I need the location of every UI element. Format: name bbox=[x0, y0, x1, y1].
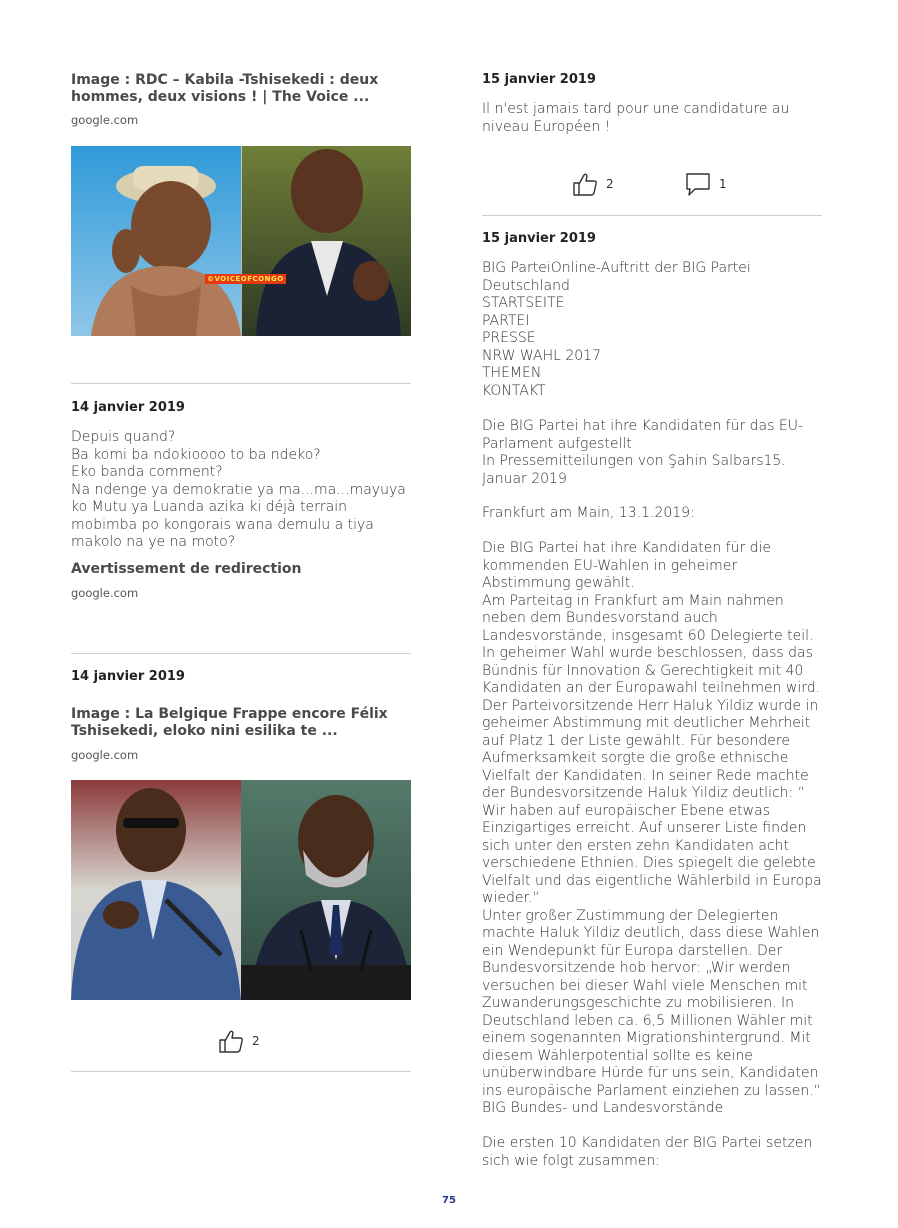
post-date: 15 janvier 2019 bbox=[482, 231, 596, 246]
divider bbox=[482, 215, 822, 216]
card-photo[interactable] bbox=[71, 146, 411, 336]
post-date: 15 janvier 2019 bbox=[482, 72, 596, 87]
divider bbox=[71, 383, 411, 384]
comment-icon bbox=[685, 172, 711, 196]
site-nav-text: BIG ParteiOnline-Auftritt der BIG Partei Deutschland STARTSEITE PARTEI PRESSE NRW WAHL 2017 THEMEN KONTAKT bbox=[482, 260, 751, 399]
article-closing: Die ersten 10 Kandidaten der BIG Partei setzen sich wie folgt zusammen: bbox=[482, 1135, 813, 1169]
like-button[interactable] bbox=[572, 172, 614, 196]
thumbs-up-icon bbox=[218, 1029, 244, 1053]
comment-count: 1 bbox=[719, 177, 727, 191]
post-date: 14 janvier 2019 bbox=[71, 400, 185, 415]
thumbs-up-icon bbox=[572, 172, 598, 196]
card-source: google.com bbox=[71, 113, 139, 127]
photo-kabila-tshisekedi bbox=[71, 146, 411, 336]
article-subhead: BIG Bundes- und Landesvorstände bbox=[482, 1100, 724, 1116]
post-text: Il n'est jamais tard pour une candidature au niveau Européen ! bbox=[482, 101, 790, 135]
link-source: google.com bbox=[71, 586, 139, 600]
article-body: Die BIG Partei hat ihre Kandidaten für die kommenden EU-Wahlen in geheimer Abstimmung gewählt. Am Parteitag in Frankfurt am Main nahmen neben dem Bundesvorstand auch Landesvorstände, insgesamt 60 Delegierte teil. In geheimer Wahl wurde beschlossen, dass das Bündnis für Innovation & Gerechtigkeit mit 40 Kandidaten an der Europawahl teilnehmen wird. Der Parteivorsitzende Herr Haluk Yildiz wurde in geheimer Abstimmung mit deutlicher Mehrheit auf Platz 1 der Liste gewählt. Für besondere Aufmerksamkeit sorgte die große ethnische Vielfalt der Kandidaten. In seiner Rede machte der Bundesvorsitzende Haluk Yildiz deutlich: “ Wir haben auf europäischer Ebene etwas Einzigartiges erreicht. Auf unserer Liste finden sich unter den ersten zehn Kandidaten acht verschiedene Ethnien. Dies spiegelt die gelebte Vielfalt und das eigentliche Wählerbild in Europa wieder.“ Unter großer Zustimmung der Delegierten machte Haluk Yildiz deutlich, dass diese Wahlen ein Wendepunkt für Europa darstellen. Der Bundesvorsitzende hob hervor: „Wir werden versuchen bei dieser Wahl viele Menschen mit Zuwanderungsgeschichte zu mobilisieren. In Deutschland leben ca. 6,5 Millionen Wähler mit einem sogenannten Migrationshintergrund. Mit diesem Wählerpotential sollte es keine unüberwindbare Hürde für uns sein, Kandidaten ins europäische Parlament einziehen zu lassen.“ bbox=[482, 540, 822, 1099]
page-number: 75 bbox=[442, 1195, 456, 1206]
photo-watermark: ©VOICEOFCONGO bbox=[207, 275, 284, 283]
article-dateline: Frankfurt am Main, 13.1.2019: bbox=[482, 505, 695, 521]
article-headline: Die BIG Partei hat ihre Kandidaten für das EU-Parlament aufgestellt In Pressemitteilungen von Şahin Salbars15. Januar 2019 bbox=[482, 418, 804, 487]
divider bbox=[71, 653, 411, 654]
comment-button[interactable] bbox=[685, 172, 727, 196]
divider bbox=[71, 1071, 411, 1072]
card-title[interactable]: Image : La Belgique Frappe encore Félix Tshisekedi, eloko nini esilika te ... bbox=[71, 706, 388, 739]
post-text: Depuis quand? Ba komi ba ndokioooo to ba ndeko? Eko banda comment? Na ndenge ya demokratie ya ma...ma...mayuya ko Mutu ya Luanda azika ki déjà terrain mobimba po kongorais wana demulu a tiya makolo na ye na moto? bbox=[71, 429, 406, 550]
photo-tshisekedi-kabila bbox=[71, 780, 411, 1000]
card-photo[interactable] bbox=[71, 780, 411, 1000]
post-date: 14 janvier 2019 bbox=[71, 669, 185, 684]
card-source: google.com bbox=[71, 748, 139, 762]
like-count: 2 bbox=[606, 177, 614, 191]
link-title[interactable]: Avertissement de redirection bbox=[71, 561, 302, 577]
like-button[interactable] bbox=[218, 1029, 260, 1053]
like-count: 2 bbox=[252, 1034, 260, 1048]
card-title[interactable]: Image : RDC – Kabila -Tshisekedi : deux hommes, deux visions ! | The Voice ... bbox=[71, 72, 379, 105]
